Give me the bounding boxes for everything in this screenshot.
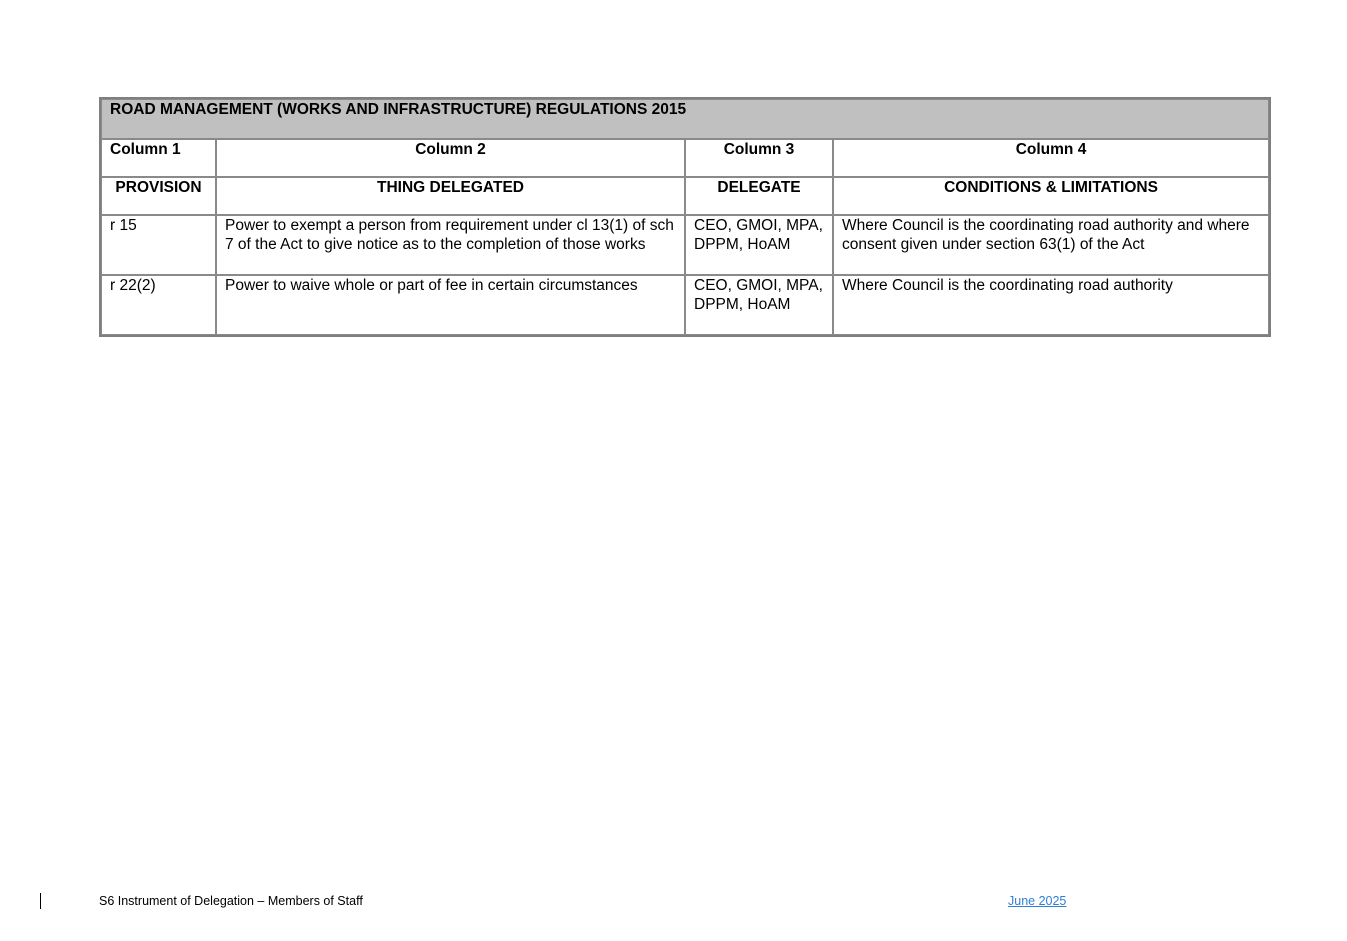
column-number-4: Column 4 bbox=[833, 139, 1269, 177]
cell-thing-delegated: Power to waive whole or part of fee in certain circumstances bbox=[216, 275, 685, 335]
delegation-table bbox=[99, 97, 1271, 337]
cell-delegate: CEO, GMOI, MPA, DPPM, HoAM bbox=[685, 275, 833, 335]
footer-change-bar bbox=[40, 893, 41, 909]
column-number-row bbox=[101, 139, 1269, 177]
cell-conditions: Where Council is the coordinating road authority and where consent given under section 63(1) of the Act bbox=[833, 215, 1269, 275]
column-number-2: Column 2 bbox=[216, 139, 685, 177]
cell-provision: r 22(2) bbox=[101, 275, 216, 335]
cell-thing-delegated: Power to exempt a person from requirement under cl 13(1) of sch 7 of the Act to give notice as to the completion of those works bbox=[216, 215, 685, 275]
table-title: ROAD MANAGEMENT (WORKS AND INFRASTRUCTURE) REGULATIONS 2015 bbox=[101, 99, 1269, 139]
footer-document-title: S6 Instrument of Delegation – Members of Staff bbox=[99, 894, 363, 908]
header-delegate: DELEGATE bbox=[685, 177, 833, 215]
column-header-row bbox=[101, 177, 1269, 215]
column-number-1: Column 1 bbox=[101, 139, 216, 177]
cell-provision: r 15 bbox=[101, 215, 216, 275]
cell-conditions: Where Council is the coordinating road authority bbox=[833, 275, 1269, 335]
header-conditions: CONDITIONS & LIMITATIONS bbox=[833, 177, 1269, 215]
header-thing-delegated: THING DELEGATED bbox=[216, 177, 685, 215]
column-number-3: Column 3 bbox=[685, 139, 833, 177]
table-row bbox=[101, 215, 1269, 275]
table-row bbox=[101, 275, 1269, 335]
header-provision: PROVISION bbox=[101, 177, 216, 215]
footer-date-link[interactable]: June 2025 bbox=[1008, 894, 1067, 908]
cell-delegate: CEO, GMOI, MPA, DPPM, HoAM bbox=[685, 215, 833, 275]
table-title-row bbox=[101, 99, 1269, 139]
